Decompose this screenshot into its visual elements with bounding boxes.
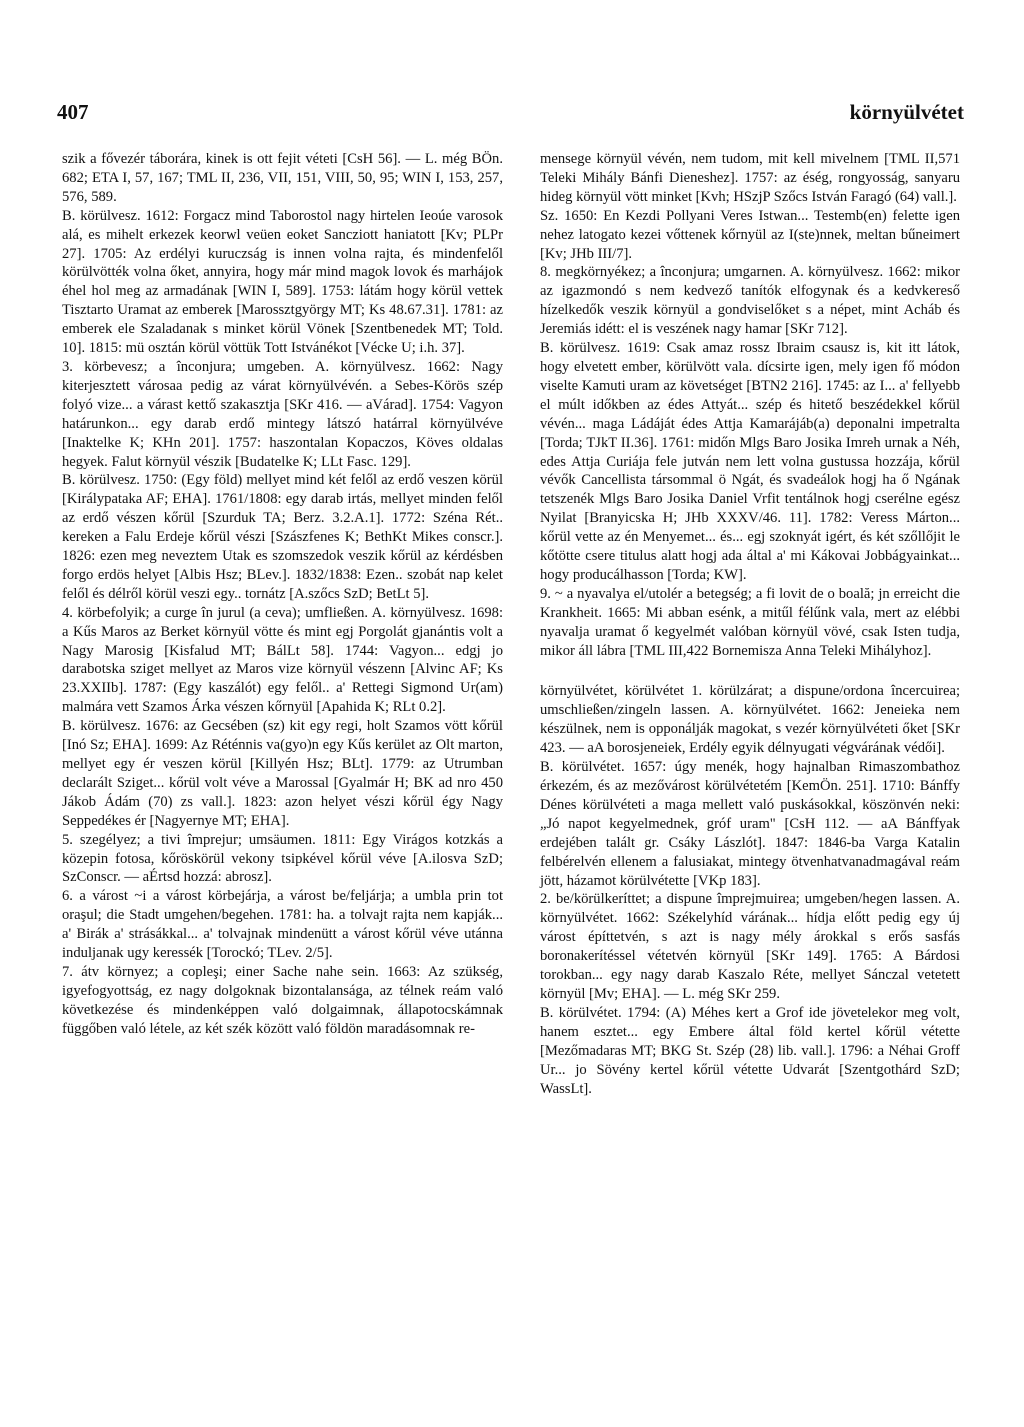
paragraph: 3. körbevesz; a înconjura; umgeben. A. környülvesz. 1662: Nagy kiterjesztett városaa pedig az várat környülvévén. a Sebes-Körös szép folyó vize... a várast kettő szakasztja [SKr 416. — aVárad]. 1754: Vagyon határunkon... egy darab erdő mintegy látszó határral környülvéve [Inaktelke K; KHn 201]. 1757: haszontalan Kopaczos, Köves oldalas hegyek. Falut környül vészik [Budatelke K; LLt Fasc. 129]. [62, 358, 503, 470]
paragraph: 5. szegélyez; a tivi împrejur; umsäumen. 1811: Egy Virágos kotzkás a közepin fotosa, kőröskörül vekony tsipkével kőrül véve [A.ilosva SzD; SzConscr. — aÉrtsd hozzá: abrosz]. [62, 831, 503, 886]
paragraph: B. körülvesz. 1612: Forgacz mind Taborostol nagy hirtelen Ieoúe varosok alá, es mihelt erkezek keorwl veüen eoket Sancziott haniatott [Kv; PLPr 27]. 1705: Az erdélyi kuruczság is innen volna rajta, és mindenfelől körülvötték volna őket, annyira, hogy már mind magok lovok és marhájok éhel hol meg az armadának [WIN I, 589]. 1753: látám hogy körül vettek Tisztarto Uramat az emberek [Marossztgyörgy MT; Ks 48.67.31]. 1781: az emberek ele Szaladanak s minket körül Vönek [Szentbenedek MT; Told. 10]. 1815: mü osztán körül vöttük Tott Istvánékot [Vécke U; i.h. 37]. [62, 207, 503, 357]
paragraph: B. körülvesz. 1676: az Gecsében (sz) kit egy regi, holt Szamos vött kőrül [Inó Sz; EHA]. 1699: Az Réténnis va(gyo)n egy Kűs kerület az Olt marton, mellyet egy ér veszen körül [Killyén Hsz; BLt]. 1779: az Utrumban declarált Sziget... kőrül volt véve a Marossal [Gyalmár H; BK ad nro 450 Jákob Ádám (70) zs vall.]. 1823: azon helyet vészi kőrül égy Nagy Seppedékes ér [Nagyernye MT; EHA]. [62, 718, 503, 829]
paragraph: B. körülvesz. 1750: (Egy föld) mellyet mind két felől az erdő veszen körül [Királypataka AF; EHA]. 1761/1808: egy darab irtás, mellyet minden felől az erdő vészen kőrül [Szurduk TA; Berz. 3.2.A.1]. 1772: Széna Rét.. kereken a Falu Erdeje kőrül vészi [Szászfenes K; BethKt Mikes conscr.]. 1826: ezen meg neveztem Utak es szomszedok veszik kőrül az kérdésben forgo erdös helyet [Albis Hsz; BLev.]. 1832/1838: Ezen.. szobát nap kelet felől és délről körül veszi egy.. tornátz [A.szőcs SzD; BetLt 5]. [62, 472, 503, 602]
paragraph: 7. átv környez; a copleşi; einer Sache nahe sein. 1663: Az szükség, igyefogyottság, ez nagy dolgoknak bizontalansága, az télnek reám való következése és mindenképpen való dolgaimnak, állapotocskámnak függőben való lételе, az két szék között való földön maradásomnak re- [62, 963, 503, 1037]
paragraph: B. körülvétet. 1794: (A) Méhes kert a Grof ide jövetelekor meg volt, hanem esztet... egy Embere által föld kertel kőrül vétette [Mezőmadaras MT; BKG St. Szép (28) lib. vall.]. 1796: a Néhai Groff Ur... jo Sövény kertel kőrül vétette Udvarát [Szentgothárd SzD; WassLt]. [540, 1004, 960, 1097]
paragraph: mensege környül vévén, nem tudom, mit kell mivelnem [TML II,571 Teleki Mihály Bánfi Dieneshez]. 1757: az éség, rongyosság, sanyaru hideg környül vött minket [Kvh; HSzjP Szőcs István Faragó (64) vall.]. [540, 151, 960, 205]
page-header [57, 100, 964, 130]
paragraph: B. körülvesz. 1619: Csak amaz rossz Ibraim csausz is, kit itt látok, hogy elvetett ember, körülvött vala. dícsirte igen, mely igen fő módon viselte Kamuti uram az követséget [BTN2 216]. 1745: az I... a' fellyebb el múlt időkben az édes Attyát... szép és hitető beszédekkel kőrül vévén... maga Ládáját édes Attja Kamarájáb(a) deponalni impetralta [Torda; TJkT II.36]. 1761: midőn Mlgs Baro Josika Imreh urnak a Néh, edes Attja Curiája fele jutván nem lett volna gustussa hozzája, kőrül vévők Cancellista társommal ö Ngát, és svadeálok hogj ha ő Ngának tetszenék Mlgs Baro Josika Daniel Vrfit tentálnok hogj cserélne egész Nyilat [Branyicska H; JHb XXXV/46. 11]. 1782: Veress Márton... kőrül vette az én Menyemet... és... egj szoknyát igért, és két szőllőjit le kőtötte csere titulus alatt hogj ada által a' mi Kákovai Jobbágyainkat... hogy producálhasson [Torda; KW]. [540, 340, 960, 583]
paragraph: 6. a várost ~i a várost körbejárja, a várost be/feljárja; a umbla prin tot oraşul; die Stadt umgehen/begehen. 1781: ha. a tolvajt rajta nem kapják... a' Birák a' strásákkal... a' tolvajnak mindenütt a várost kőrül vévе utánna induljanak ugy keressék [Torockó; TLev. 2/5]. [62, 888, 503, 962]
paragraph: 8. megkörnyékez; a înconjura; umgarnen. A. környülvesz. 1662: mikor az igazmondó s nem kedvező tanítók elfogynak és a kedvkereső hízelkedők veszik környül a gondviselőket s a népet, mint Acháb és Jeremiás idétt: el is veszének nagy hamar [SKr 712]. [540, 264, 960, 338]
paragraph: 9. ~ a nyavalya el/utolér a betegség; a fi lovit de o boală; jn erreicht die Krankheit. 1665: Mi abban esénk, a mitűl félűnk vala, mert az elébbi nyavalja uramat ő kegyelmét valóban környül vövé, csak Isten tudja, mikor áll lábra [TML III,422 Bornemisza Anna Teleki Mihályhoz]. [540, 585, 960, 659]
paragraph: B. körülvétet. 1657: úgy menék, hogy hajnalban Rimaszombathoz érkezém, és az mezővárost körülvétetém [KemÖn. 251]. 1710: Bánffy Dénes körülvéteti a maga mellett való puskásokkal, köszönvén neki: „Jó napot kegyelmednek, gróf uram" [CsH 112. — aA Bánffyak erdejében talált gr. Csáky Lászlót]. 1847: 1846-ba Varga Katalin felbérelvén ellenem a falusiakat, mintegy ötvenhatvanadmagával reám jött, házamot körülvétette [VKp 183]. [540, 759, 960, 889]
left-column [62, 150, 503, 1039]
paragraph: szik a fővezér táborára, kinek is ott fejit véteti [CsH 56]. — L. még BÖn. 682; ETA I, 57, 167; TML II, 236, VII, 151, VIII, 50, 95; WIN I, 153, 257, 576, 589. [62, 151, 503, 205]
paragraph: Sz. 1650: En Kezdi Pollyani Veres Istwan... Testemb(en) felette igen nehez latogato kezei vőttenek kőrnyül az I(ste)nnek, meltan bűneimert [Kv; JHb III/7]. [540, 207, 960, 262]
right-column [540, 150, 960, 1098]
paragraph: 4. körbefolyik; a curge în jurul (a ceva); umfließen. A. környülvesz. 1698: a Kűs Maros az Berket környül vötte és mint egj Porgolát gjanántis volt a Nagy Marosig [Kisfalud MT; BálLt 58]. 1744: Vagyon... edgj jo darabotska sziget mellyet az Maros vize környül vészenn [Alvinc AF; Ks 23.XXIIb]. 1787: (Egy kaszálót) egy felől.. a' Rettegi Sigmond Ur(am) malmára vett Szamos Árka vészen kőrnyül [Apahida K; RLt 0.2]. [62, 604, 503, 716]
running-head: környülvétet [849, 100, 964, 124]
page-number: 407 [57, 100, 89, 124]
paragraph: 2. be/körülkeríttet; a dispune împrejmuirea; umgeben/hegen lassen. A. környülvétet. 1662: Székelyhíd várának... hídja előtt pedig egy új várost építtetvén, s azt is nagy mély árokkal s erős sasfás boronakerítéssel vétetvén környül [SKr 149]. 1765: A Bárdosi torokban... egy nagy darab Kaszalo Réte, mellyet Sánczal vetetett környül [Mv; EHA]. — L. még SKr 259. [540, 891, 960, 1002]
entry-headword-paragraph: környülvétet, körülvétet 1. körülzárat; a dispune/ordona încercuirea; umschließen/zingeln lassen. A. környülvétet. 1662: Jeneieka nem készülnek, nem is opponálják magokat, s vezér környülvéteti őket [SKr 423. — aA borosjeneiek, Erdély egyik délnyugati végvárának védői]. [540, 683, 960, 757]
